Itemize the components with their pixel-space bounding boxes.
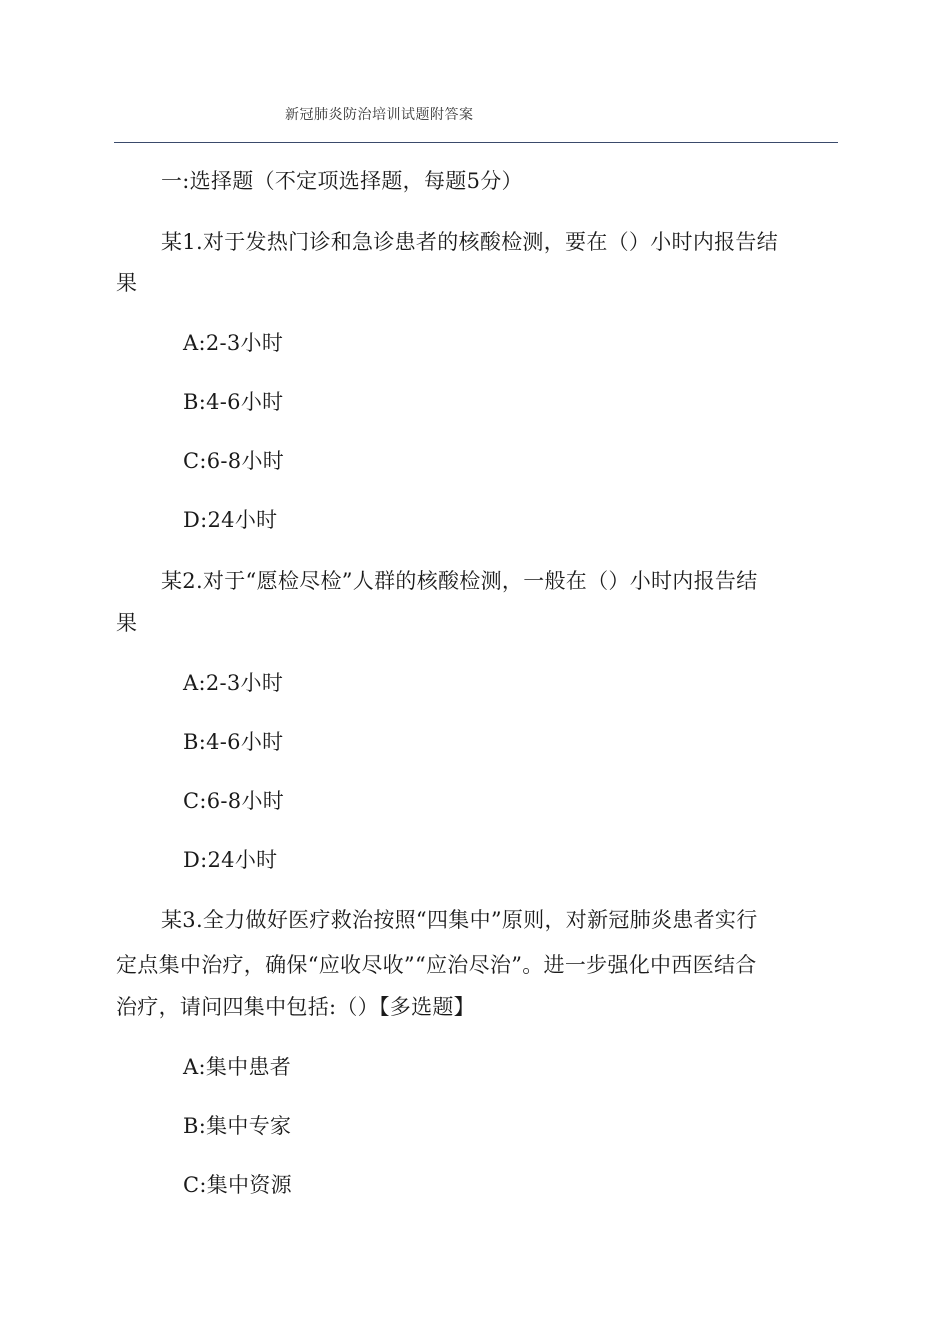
option-c: C:6-8小时 (183, 449, 285, 473)
option-b: B:集中专家 (183, 1114, 292, 1138)
question-text-line: 某2.对于“愿检尽检”人群的核酸检测，一般在（）小时内报告结 (161, 569, 758, 593)
question-text-line: 定点集中治疗，确保“应收尽收”“应治尽治”。进一步强化中西医结合 (116, 953, 757, 977)
option-a: A:2-3小时 (183, 331, 284, 355)
option-d: D:24小时 (183, 848, 278, 872)
option-a: A:集中患者 (183, 1055, 292, 1079)
option-c: C:集中资源 (183, 1173, 292, 1197)
option-b: B:4-6小时 (183, 730, 284, 754)
section-heading: 一:选择题（不定项选择题，每题5分） (161, 169, 523, 193)
question-text-line: 果 (116, 271, 138, 295)
question-text-line: 某3.全力做好医疗救治按照“四集中”原则，对新冠肺炎患者实行 (161, 908, 758, 932)
option-c: C:6-8小时 (183, 789, 285, 813)
header-divider (114, 142, 838, 143)
option-a: A:2-3小时 (183, 671, 284, 695)
option-d: D:24小时 (183, 508, 278, 532)
question-text-line: 治疗，请问四集中包括:（）【多选题】 (116, 995, 475, 1019)
page-header: 新冠肺炎防治培训试题附答案 (285, 107, 474, 123)
question-text-line: 某1.对于发热门诊和急诊患者的核酸检测，要在（）小时内报告结 (161, 230, 779, 254)
option-b: B:4-6小时 (183, 390, 284, 414)
question-text-line: 果 (116, 611, 138, 635)
